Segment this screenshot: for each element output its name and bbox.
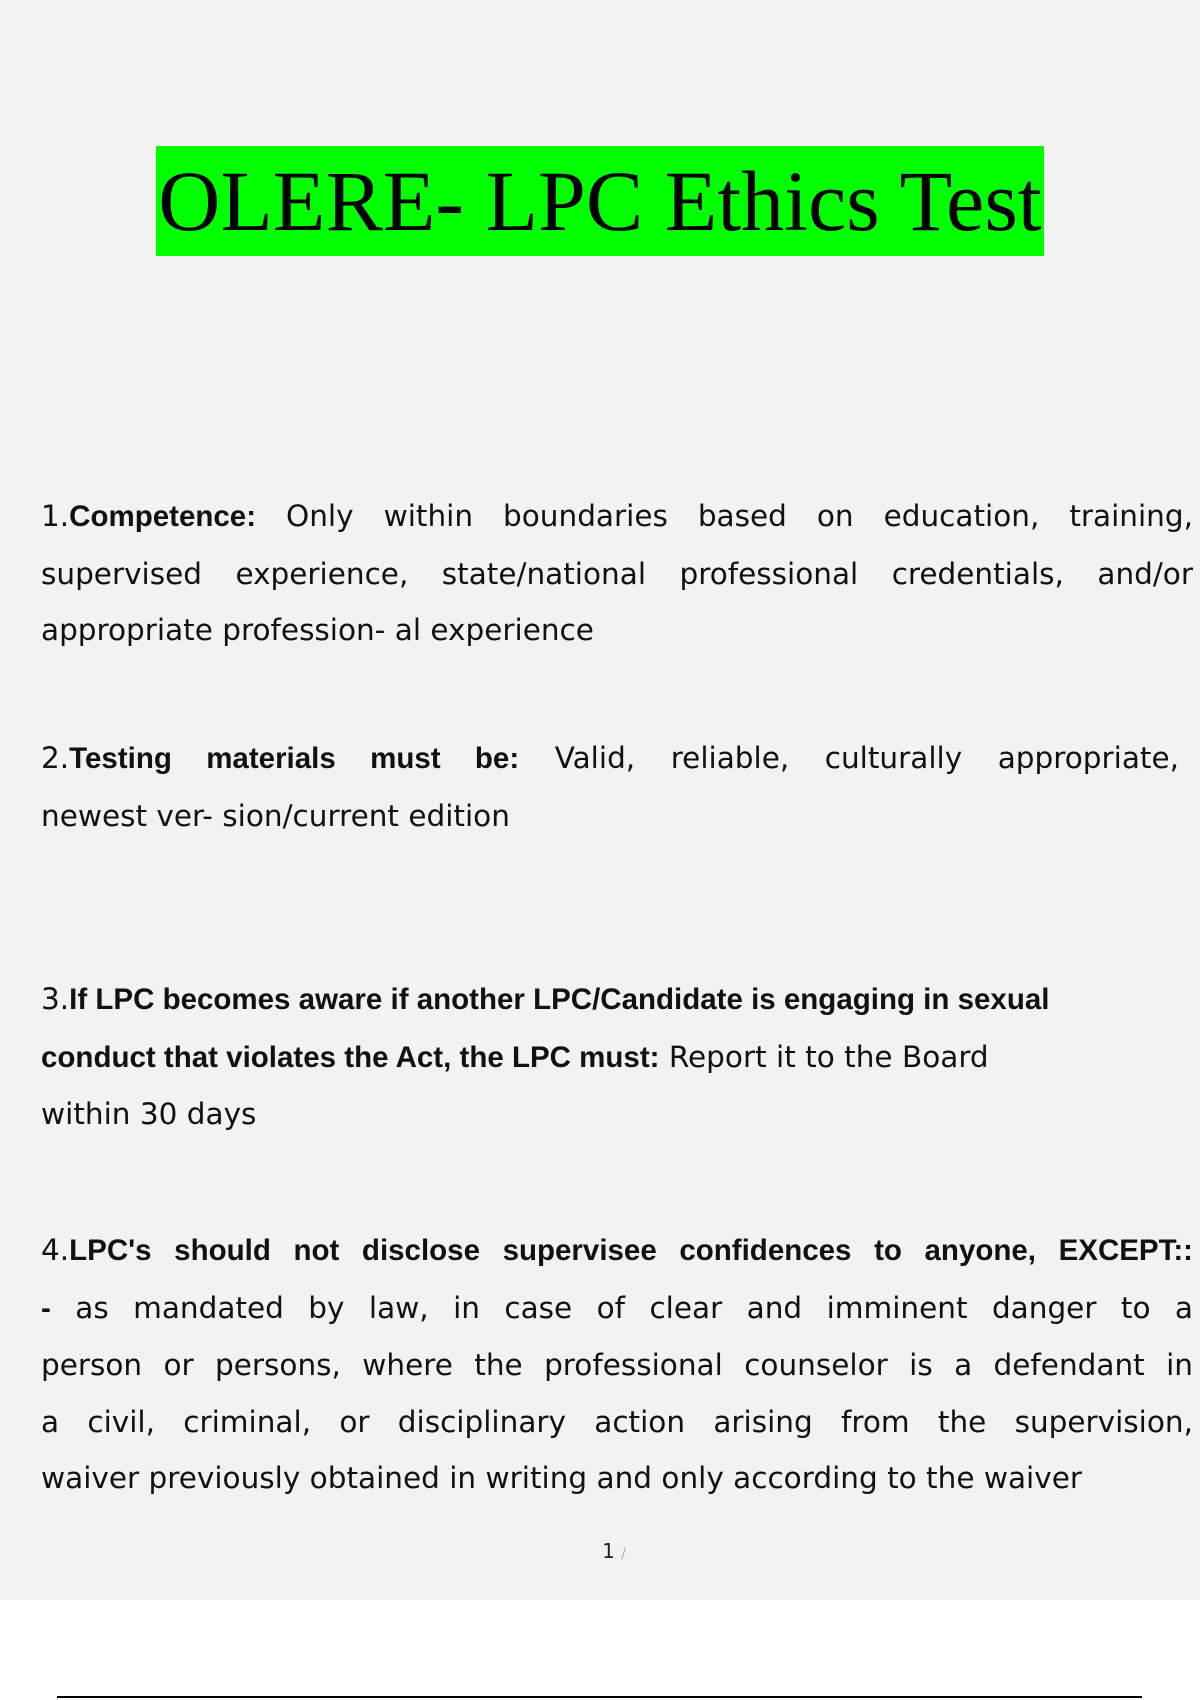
page-number-suffix: / — [621, 1546, 626, 1562]
title-container — [0, 146, 1200, 256]
item-1-answer-line-1: Only within boundaries based on education, training, — [286, 499, 1193, 533]
item-1-answer-line-2: supervised experience, state/national professional credentials, and/or — [41, 556, 1193, 591]
item-4-term-dash: - — [41, 1291, 51, 1325]
item-3-line-1 — [41, 971, 1193, 1029]
question-item-2 — [41, 730, 1193, 844]
item-4-term: LPC's should not disclose supervisee confidences to anyone, EXCEPT:: — [69, 1234, 1193, 1267]
item-3-line-2 — [41, 1029, 1193, 1087]
item-3-answer-line-2: within 30 days — [41, 1097, 257, 1131]
page-divider-rule — [57, 1696, 1142, 1698]
item-3-term-line-1: If LPC becomes aware if another LPC/Candidate is engaging in sexual — [69, 983, 1050, 1016]
item-2-answer-line-1: Valid, reliable, culturally appropriate, — [554, 741, 1179, 775]
item-4-answer-line-4: waiver previously obtained in writing and only according to the waiver — [41, 1461, 1082, 1495]
item-1-term: Competence: — [69, 500, 257, 533]
item-1-line-3 — [41, 602, 1193, 659]
item-4-answer-line-2: person or persons, where the professional counselor is a defendant in — [41, 1348, 1193, 1382]
item-3-answer-line-1: Report it to the Board — [668, 1039, 989, 1074]
item-2-line-2 — [41, 788, 1193, 845]
item-4-line-3 — [41, 1337, 1193, 1394]
question-item-4 — [41, 1222, 1193, 1507]
item-4-answer-line-3: a civil, criminal, or disciplinary action arising from the supervision, — [41, 1404, 1193, 1439]
item-3-line-3 — [41, 1086, 1193, 1143]
item-2-number: 2. — [41, 741, 70, 775]
item-4-line-1 — [41, 1222, 1193, 1280]
item-2-term: Testing materials must be: — [69, 742, 520, 775]
document-title: OLERE- LPC Ethics Test — [156, 146, 1043, 256]
item-1-line-2 — [41, 546, 1193, 603]
item-4-number: 4. — [41, 1233, 70, 1267]
item-4-line-4 — [41, 1394, 1193, 1451]
item-2-answer-line-2: newest ver- sion/current edition — [41, 798, 510, 833]
item-3-number: 3. — [41, 982, 70, 1016]
item-1-number: 1. — [41, 499, 70, 533]
question-item-1 — [41, 488, 1193, 659]
item-3-term-line-2: conduct that violates the Act, the LPC must: — [41, 1040, 660, 1074]
item-1-answer-line-3: appropriate profession- al experience — [41, 613, 594, 647]
page-number-value: 1 — [602, 1539, 615, 1563]
item-2-line-1 — [41, 730, 1179, 788]
page-number — [0, 1539, 1200, 1563]
question-item-3 — [41, 971, 1193, 1143]
item-1-line-1 — [41, 488, 1193, 546]
item-4-line-2 — [41, 1280, 1193, 1338]
item-4-answer-line-1: as mandated by law, in case of clear and imminent danger to a — [75, 1290, 1193, 1325]
item-4-line-5 — [41, 1450, 1193, 1507]
